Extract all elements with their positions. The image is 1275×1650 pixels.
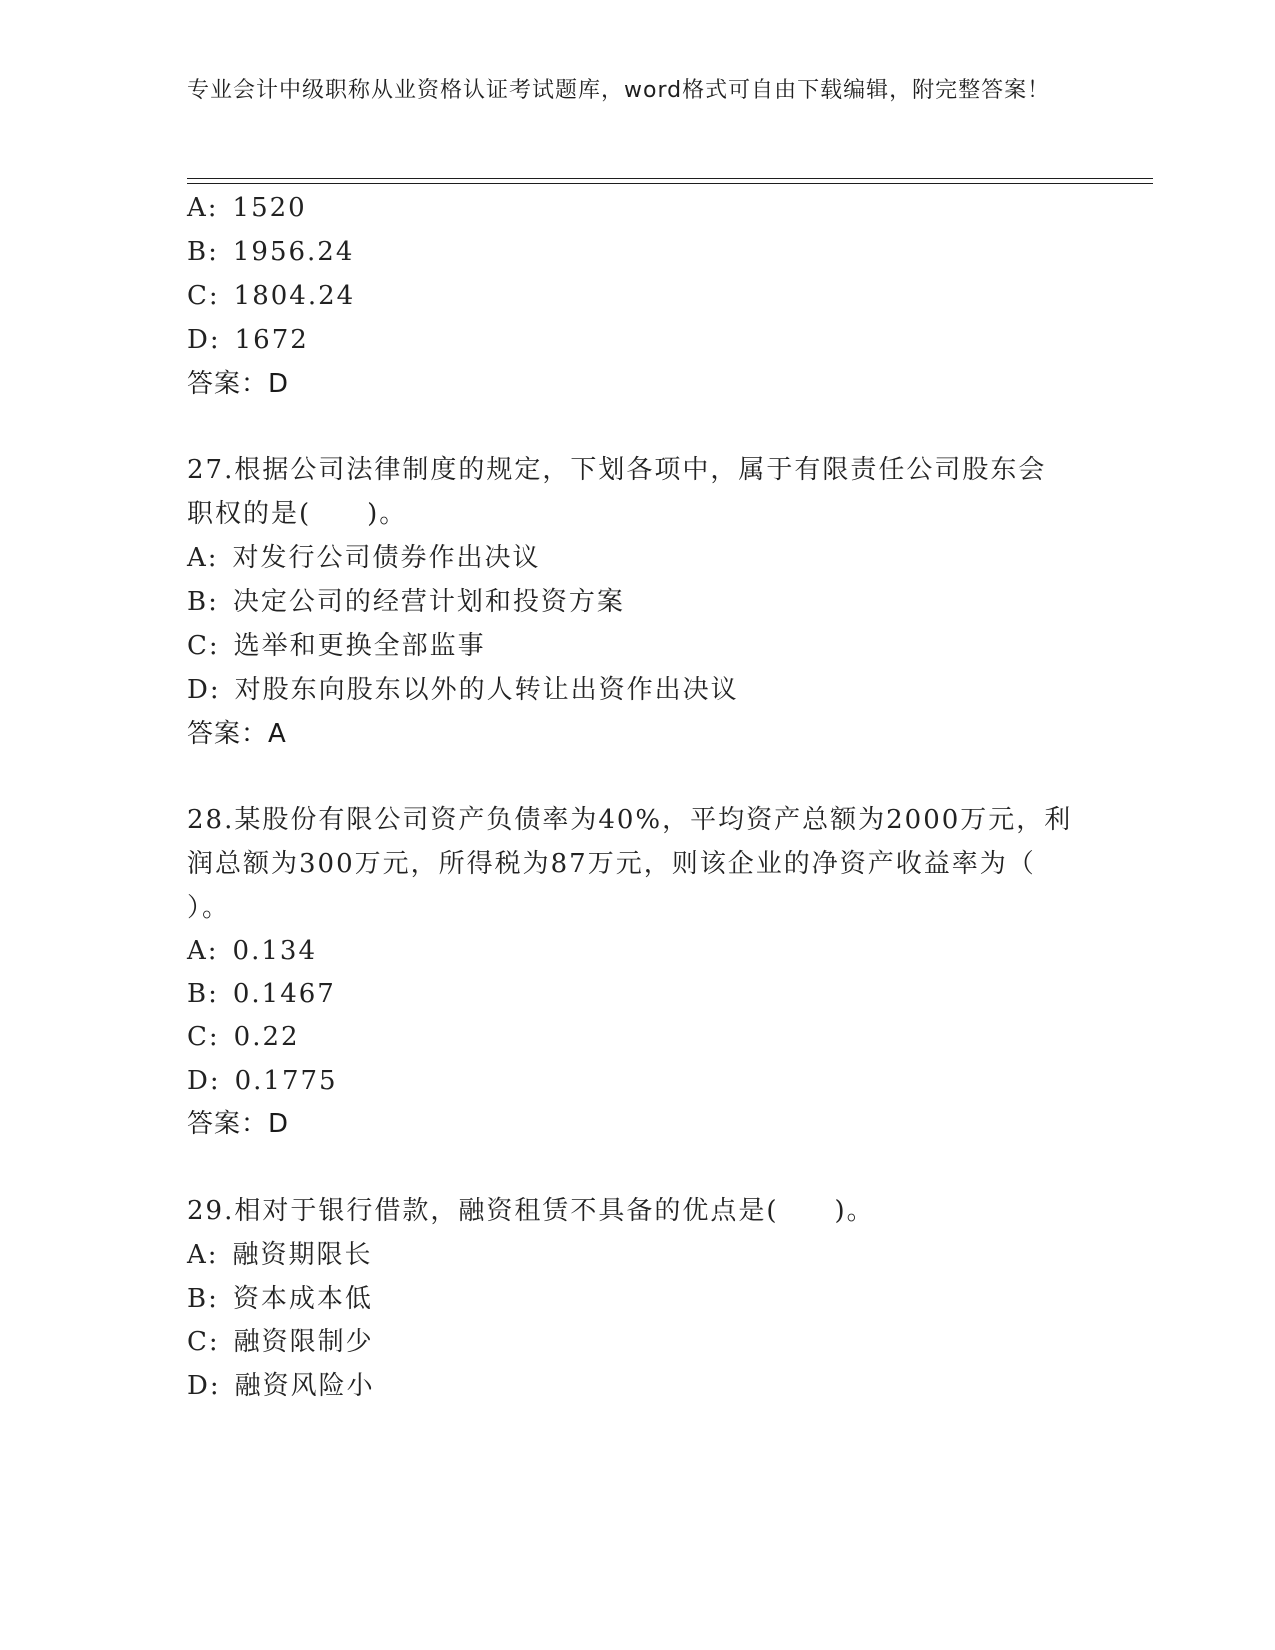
q27-option-b <box>187 586 625 618</box>
q27-option-c <box>187 630 486 662</box>
option-letter: C: <box>187 281 220 311</box>
option-text: 1804.24 <box>233 281 356 311</box>
q26-option-d <box>187 324 309 356</box>
q26-option-b <box>187 236 354 268</box>
q27-answer: 答案：A <box>187 719 287 749</box>
option-text: 融资限制少 <box>233 1327 374 1357</box>
option-text: 0.1467 <box>232 979 336 1009</box>
option-letter: C: <box>187 631 220 661</box>
q28-option-a <box>187 935 317 967</box>
option-letter: A: <box>187 936 219 966</box>
header-rule-top <box>187 178 1153 179</box>
option-text: 对发行公司债券作出决议 <box>232 543 541 573</box>
option-text: 0.22 <box>233 1022 300 1052</box>
option-letter: C: <box>187 1022 220 1052</box>
q27-stem-line-2: 职权的是( )。 <box>187 499 408 529</box>
q28-stem-line-3: ）。 <box>187 893 231 923</box>
option-letter: A: <box>187 193 219 223</box>
q29-option-a <box>187 1239 373 1271</box>
option-text: 决定公司的经营计划和投资方案 <box>232 587 625 617</box>
q27-option-a <box>187 542 541 574</box>
option-text: 资本成本低 <box>232 1284 373 1314</box>
q29-option-d <box>187 1370 375 1402</box>
option-text: 1672 <box>234 325 309 355</box>
option-letter: D: <box>187 1066 221 1096</box>
q28-option-c <box>187 1021 300 1053</box>
option-letter: D: <box>187 675 221 705</box>
q27-option-d <box>187 674 739 706</box>
option-text: 1956.24 <box>232 237 355 267</box>
q27-stem-line-1: 27.根据公司法律制度的规定，下划各项中，属于有限责任公司股东会 <box>187 455 1047 485</box>
option-letter: C: <box>187 1327 220 1357</box>
q28-option-b <box>187 978 336 1010</box>
option-letter: D: <box>187 325 221 355</box>
option-letter: B: <box>187 587 219 617</box>
q28-stem-line-2: 润总额为300万元，所得税为87万元，则该企业的净资产收益率为（ <box>187 849 1036 879</box>
option-text: 1520 <box>232 193 307 223</box>
q28-answer: 答案：D <box>187 1109 290 1139</box>
q26-option-a <box>187 192 307 224</box>
option-text: 选举和更换全部监事 <box>233 631 486 661</box>
q29-option-c <box>187 1326 374 1358</box>
header-rule-bottom <box>187 183 1153 184</box>
q29-stem-line-1: 29.相对于银行借款，融资租赁不具备的优点是( )。 <box>187 1196 875 1226</box>
q29-option-b <box>187 1283 373 1315</box>
option-letter: B: <box>187 979 219 1009</box>
option-text: 0.1775 <box>234 1066 338 1096</box>
q28-option-d <box>187 1065 338 1097</box>
option-letter: D: <box>187 1371 221 1401</box>
q26-answer: 答案：D <box>187 369 290 399</box>
q28-stem-line-1: 28.某股份有限公司资产负债率为40%，平均资产总额为2000万元，利 <box>187 805 1073 835</box>
option-text: 融资期限长 <box>232 1240 373 1270</box>
header-banner-text: 专业会计中级职称从业资格认证考试题库，word格式可自由下载编辑，附完整答案！ <box>187 78 1051 103</box>
option-letter: A: <box>187 1240 219 1270</box>
q26-option-c <box>187 280 355 312</box>
option-text: 对股东向股东以外的人转让出资作出决议 <box>234 675 739 705</box>
option-letter: B: <box>187 1284 219 1314</box>
option-text: 0.134 <box>232 936 317 966</box>
option-letter: B: <box>187 237 219 267</box>
option-text: 融资风险小 <box>234 1371 375 1401</box>
option-letter: A: <box>187 543 219 573</box>
